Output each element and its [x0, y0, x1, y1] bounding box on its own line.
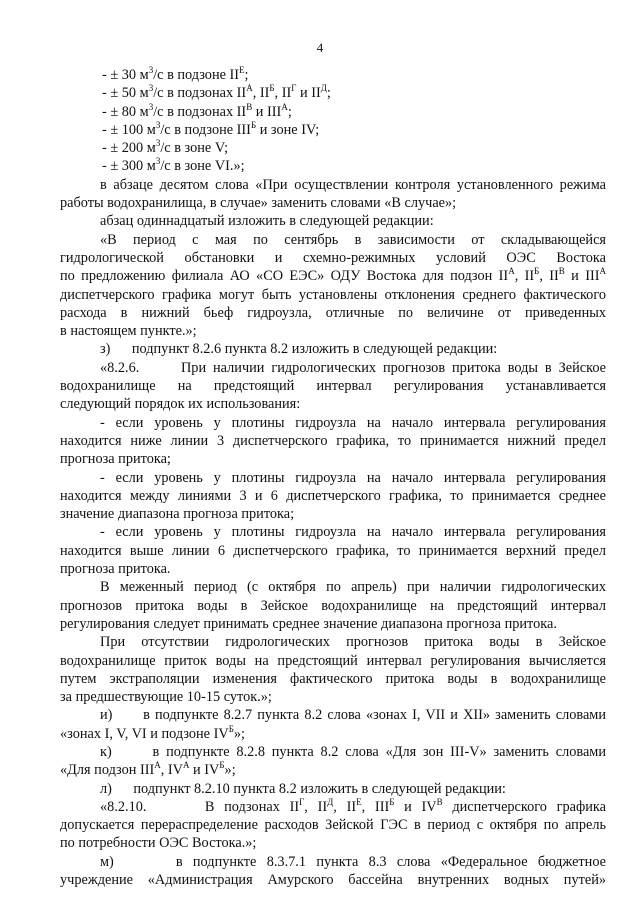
superscript: Б — [228, 723, 234, 734]
text-line: При отсутствии гидрологических прогнозов притока воды в Зейское — [100, 634, 606, 651]
superscript: Д — [327, 797, 334, 808]
superscript: А — [508, 266, 515, 277]
superscript: 3 — [148, 101, 154, 112]
item-l: л) подпункт 8.2.10 пункта 8.2 изложить в следующей редакции: — [100, 780, 506, 797]
text-line: м) в подпункте 8.3.7.1 пункта 8.3 слова «Федеральное бюджетное — [100, 853, 606, 870]
superscript: В — [558, 266, 565, 277]
text-line: регулирования следует принимать среднее значение диапазона прогноза притока. — [60, 615, 557, 632]
text-line: к) в подпункте 8.2.8 пункта 8.2 слова «Для зон III-V» заменить словами — [100, 743, 606, 760]
paragraph-tenth — [60, 176, 606, 213]
superscript: 3 — [155, 156, 161, 167]
subclause-8-2-10 — [60, 798, 606, 853]
page-number: 4 — [316, 40, 324, 55]
superscript: В — [436, 797, 443, 808]
item-k — [60, 743, 606, 780]
text-line: водохранилище на предстоящий интервал регулирования устанавливается — [60, 378, 606, 395]
text-line: диспетчерского графика могут быть установлены отклонения среднего фактического — [60, 286, 606, 303]
text-line: работы водохранилища, в случае» заменить словами «В случае»; — [60, 195, 457, 212]
absence-of-forecasts — [60, 633, 606, 706]
text-line: находится ниже линии 3 диспетчерского графика, то принимается нижний предел — [60, 432, 606, 449]
superscript: 3 — [155, 120, 161, 131]
quote-may-september — [60, 231, 606, 341]
text-line: в настоящем пункте.»; — [60, 323, 197, 340]
superscript: Г — [299, 797, 305, 808]
deviation-item: - ± 100 $м^3/с$ в подзоне $III^Б$ и зоне IV; — [102, 120, 320, 138]
paragraph-eleventh-intro: абзац одиннадцатый изложить в следующей редакции: — [100, 213, 434, 230]
text-line: по потребности ОЭС Востока.»; — [60, 835, 257, 852]
item-m — [60, 853, 606, 890]
text-line: «зонах I, V, VI и подзоне $IV^Б$»; — [60, 723, 245, 742]
text-line: следующий порядок их использования: — [60, 396, 301, 413]
text-line: расхода в нижний бьеф гидроузла, отличные по величине от приведенных — [60, 304, 606, 321]
text-line: прогноза притока; — [60, 451, 171, 468]
superscript: Г — [291, 83, 297, 94]
text-line: - если уровень у плотины гидроузла на начало интервала регулирования — [100, 524, 606, 541]
text-line: прогноза притока. — [60, 561, 171, 578]
superscript: А — [246, 83, 253, 94]
superscript: А — [154, 760, 161, 771]
text-line: - если уровень у плотины гидроузла на начало интервала регулирования — [100, 469, 606, 486]
subclause-8-2-6 — [60, 359, 606, 414]
superscript: Б — [534, 266, 540, 277]
text-line: учреждение «Администрация Амурского бассейна внутренних водных путей» — [60, 872, 606, 889]
text-line: находится между линиями 3 и 6 диспетчерского графика, то принимается среднее — [60, 487, 606, 504]
superscript: Б — [269, 83, 275, 94]
deviation-item: - ± 80 $м^3/с$ в подзонах $II^В$ и $III^А$; — [102, 101, 292, 120]
text-line: допускается перераспределение расходов Зейской ГЭС в период с октября по апрель — [60, 817, 606, 834]
deviation-list — [60, 66, 606, 176]
document-body — [60, 66, 606, 889]
superscript: А — [599, 266, 606, 277]
text-line: по предложению филиала АО «СО ЕЭС» ОДУ Востока для подзон $II^А$, $II^Б$, $II^В$ и $III^А$ — [60, 266, 606, 285]
case-between-lines — [60, 469, 606, 524]
superscript: Б — [250, 120, 257, 131]
superscript: Б — [389, 797, 395, 808]
text-line: находится выше линии 6 диспетчерского графика, то принимается верхний предел — [60, 542, 606, 559]
text-line: путем экстраполяции изменения фактического притока воды в водохранилище — [60, 670, 606, 687]
superscript: А — [281, 101, 288, 112]
text-line: «Для подзон $III^А$, $IV^А$ и $IV^Б$»; — [60, 760, 236, 779]
text-line: «В период с мая по сентябрь в зависимости от складывающейся — [100, 231, 606, 248]
text-line: «8.2.10. В подзонах $II^Г$, $II^Д$, $II^Е$, $III^Б$ и $IV^В$ диспетчерского графика — [100, 797, 607, 815]
deviation-item: - ± 50 $м^3/с$ в подзонах $II^А$, $II^Б$, $II^Г$ и $II^Д$; — [102, 83, 331, 102]
text-line: в абзаце десятом слова «При осуществлении контроля установленного режима — [100, 176, 606, 193]
item-i — [60, 706, 606, 743]
deviation-item: - ± 300 $м^3/с$ в зоне VI.»; — [102, 156, 245, 175]
text-line: В меженный период (с октября по апрель) при наличии гидрологических — [100, 579, 606, 596]
text-line: за предшествующие 10-15 суток.»; — [60, 689, 272, 706]
low-water-period — [60, 578, 606, 633]
superscript: 3 — [155, 138, 161, 149]
superscript: 3 — [148, 83, 154, 94]
text-line: значение диапазона прогноза притока; — [60, 506, 295, 523]
superscript: Б — [219, 760, 225, 771]
superscript: 3 — [148, 65, 154, 76]
item-z: з) подпункт 8.2.6 пункта 8.2 изложить в следующей редакции: — [100, 341, 498, 358]
superscript: Е — [356, 797, 362, 808]
text-line: «8.2.6. При наличии гидрологических прогнозов притока воды в Зейское — [100, 359, 606, 376]
superscript: В — [246, 101, 253, 112]
deviation-item: - ± 30 $м^3/с$ в подзоне $II^Е$; — [102, 65, 249, 83]
deviation-item: - ± 200 $м^3/с$ в зоне V; — [102, 138, 229, 157]
case-above-line-6 — [60, 523, 606, 578]
superscript: А — [182, 760, 190, 771]
text-line: и) в подпункте 8.2.7 пункта 8.2 слова «зонах I, VII и XII» заменить словами — [100, 707, 606, 724]
case-below-line-3 — [60, 414, 606, 469]
superscript: Е — [239, 65, 245, 76]
text-line: прогнозов притока воды в Зейское водохранилище на предстоящий интервал — [60, 597, 606, 614]
text-line: - если уровень у плотины гидроузла на начало интервала регулирования — [100, 414, 606, 431]
superscript: Д — [320, 83, 327, 94]
text-line: водохранилище приток воды на предстоящий интервал регулирования вычисляется — [60, 652, 606, 669]
text-line: гидрологической обстановки и схемно-режимных условий ОЭС Востока — [60, 249, 606, 266]
